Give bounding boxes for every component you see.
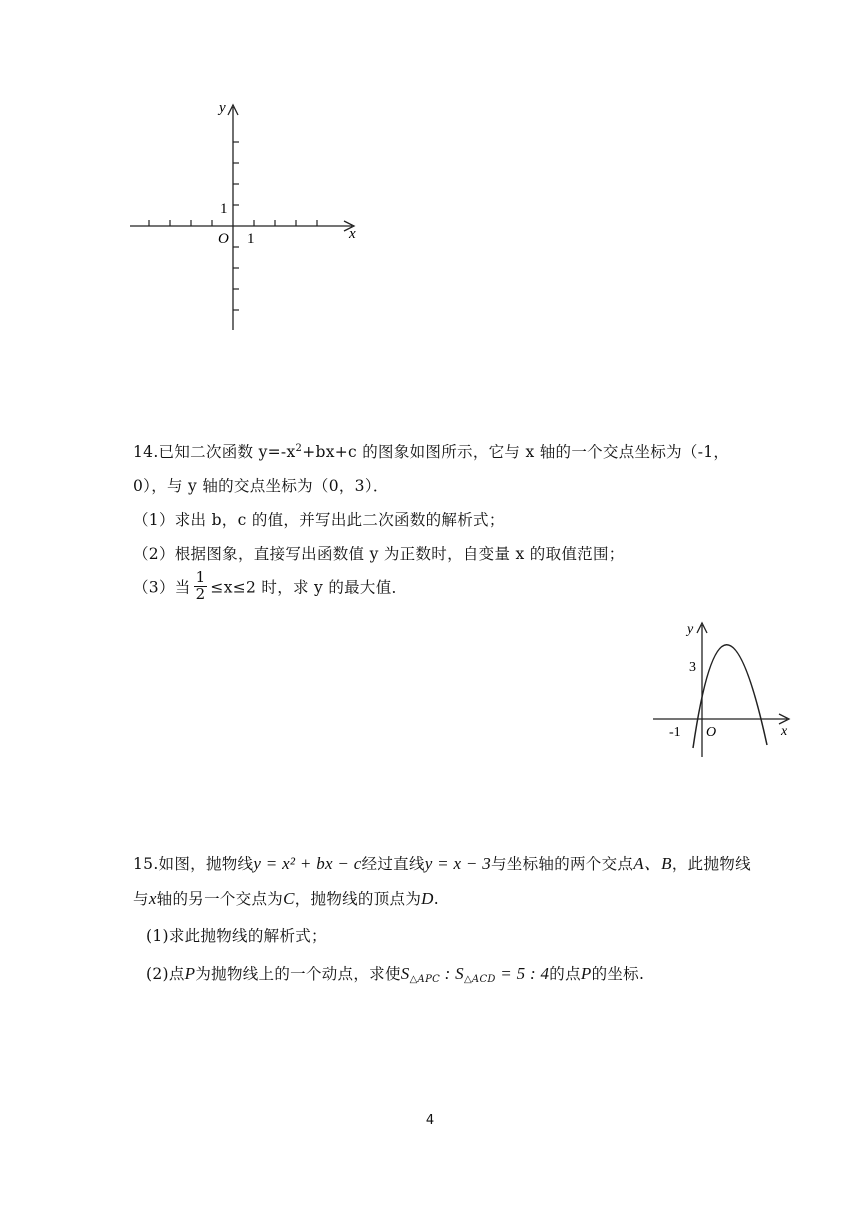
parabola-figure	[645, 615, 795, 765]
q14-part3: （3）当 $\frac{1}{2}$ ≤x≤2 时，求 y 的最大值．	[133, 568, 408, 603]
parabola-curve	[693, 645, 767, 748]
q14-part2: （2）根据图象，直接写出函数值 y 为正数时，自变量 x 的取值范围；	[133, 545, 625, 563]
coordinate-axes-figure	[120, 95, 370, 335]
label-y-intercept: 3	[689, 660, 696, 675]
tick-label-x: 1	[247, 231, 255, 247]
label-x-intercept: -1	[669, 725, 681, 740]
origin-label: O	[706, 725, 717, 740]
q15-line2: 与x轴的另一个交点为C，抛物线的顶点为D.	[133, 889, 439, 908]
y-axis-label: y	[219, 100, 226, 116]
tick-label-y: 1	[220, 201, 228, 217]
page-number: 4	[425, 1113, 435, 1128]
q15-part1: (1)求此抛物线的解析式；	[146, 927, 327, 945]
q14-part1: （1）求出 b，c 的值，并写出此二次函数的解析式；	[133, 511, 505, 529]
fraction-one-half: $\frac{1}{2}$	[195, 568, 206, 603]
x-axis-label: x	[349, 226, 356, 242]
q15-part2: (2)点P为抛物线上的一个动点，求使$S_{\triangle APC}$ : $S_{\triangle ACD} = 5$ : 4的点P的坐标.	[146, 964, 645, 985]
x-axis-label: x	[781, 724, 788, 739]
q15-line1: 15.如图，抛物线y = x² + bx − c经过直线y = x − 3与坐标轴的两个交点A、B，此抛物线	[133, 854, 751, 873]
y-axis-label: y	[687, 622, 694, 637]
origin-label: O	[218, 231, 229, 247]
q14-line2: 0），与 y 轴的交点坐标为（0，3）．	[133, 477, 389, 495]
q14-line1: 14.已知二次函数 $y=-x^2+bx+c$ 的图象如图所示，它与 x 轴的一个交点坐标为（-1，	[133, 442, 730, 461]
